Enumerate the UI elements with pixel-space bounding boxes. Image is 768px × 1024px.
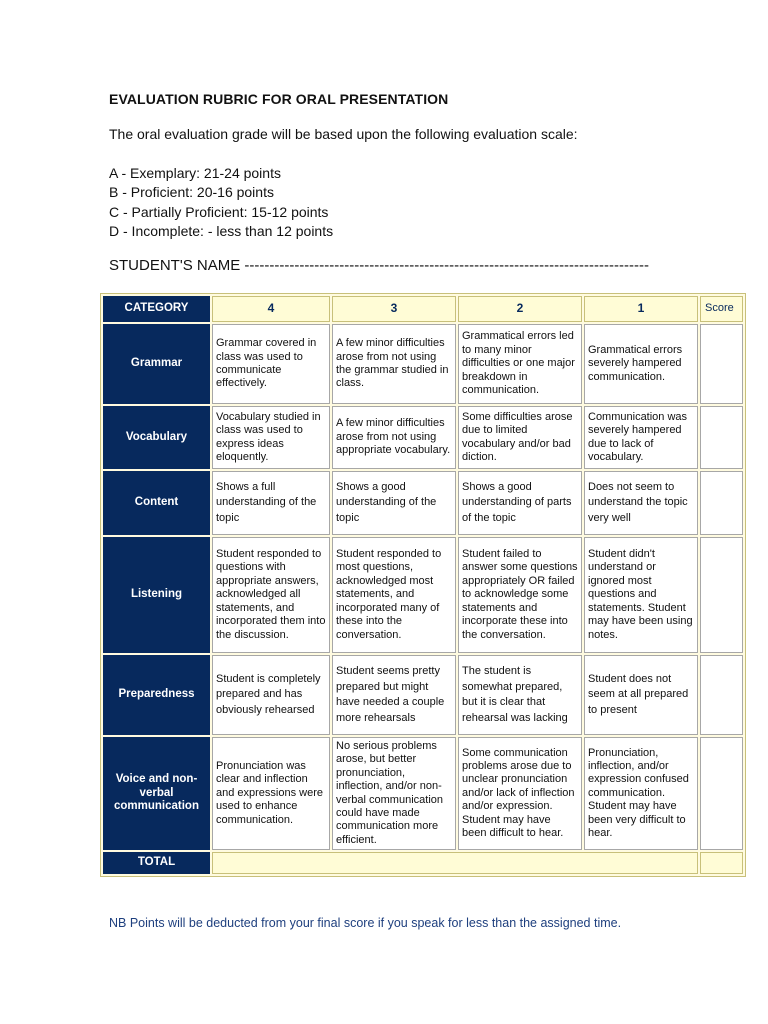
preparedness-level-3: Student seems pretty prepared but might have needed a couple more rehearsals: [332, 655, 456, 735]
header-score: Score: [700, 296, 743, 322]
listening-level-2: Student failed to answer some questions appropriately OR failed to acknowledge some statements and incorporate these into the conversation.: [458, 537, 582, 653]
preparedness-score-cell[interactable]: [700, 655, 743, 735]
student-name-line: STUDENT'S NAME ---------------------------------------------------------------------------------: [109, 257, 649, 274]
preparedness-level-4: Student is completely prepared and has obviously rehearsed: [212, 655, 330, 735]
preparedness-level-2: The student is somewhat prepared, but it is clear that rehearsal was lacking: [458, 655, 582, 735]
category-listening: Listening: [103, 537, 210, 653]
total-label: TOTAL: [103, 852, 210, 874]
listening-score-cell[interactable]: [700, 537, 743, 653]
content-level-4: Shows a full understanding of the topic: [212, 471, 330, 535]
category-vocabulary: Vocabulary: [103, 406, 210, 469]
row-voice-nonverbal: [103, 737, 743, 850]
listening-level-1: Student didn't understand or ignored most questions and statements. Student may have been using notes.: [584, 537, 698, 653]
voice-score-cell[interactable]: [700, 737, 743, 850]
vocabulary-score-cell[interactable]: [700, 406, 743, 469]
intro-text: The oral evaluation grade will be based upon the following evaluation scale:: [109, 126, 578, 142]
row-preparedness: [103, 655, 743, 735]
content-level-1: Does not seem to understand the topic very well: [584, 471, 698, 535]
total-row: [103, 852, 743, 874]
rubric-table: [100, 293, 746, 877]
row-vocabulary: [103, 406, 743, 469]
voice-level-3: No serious problems arose, but better pronunciation, inflection, and/or non-verbal communication could have made communication more efficient.: [332, 737, 456, 850]
listening-level-3: Student responded to most questions, acknowledged most statements, and incorporated many of these into the conversation.: [332, 537, 456, 653]
listening-level-4: Student responded to questions with appropriate answers, acknowledged all statements, and incorporated them into the discussion.: [212, 537, 330, 653]
row-grammar: [103, 324, 743, 404]
category-voice-nonverbal: Voice and non-verbal communication: [103, 737, 210, 850]
scale-item-b: B - Proficient: 20-16 points: [109, 184, 274, 201]
voice-level-4: Pronunciation was clear and inflection and expressions were used to enhance communication.: [212, 737, 330, 850]
header-level-3: 3: [332, 296, 456, 322]
row-content: [103, 471, 743, 535]
vocabulary-level-3: A few minor difficulties arose from not using appropriate vocabulary.: [332, 406, 456, 469]
total-score-cell[interactable]: [700, 852, 743, 874]
content-level-2: Shows a good understanding of parts of the topic: [458, 471, 582, 535]
category-content: Content: [103, 471, 210, 535]
header-category: CATEGORY: [103, 296, 210, 322]
voice-level-2: Some communication problems arose due to unclear pronunciation and/or lack of inflection and/or expression. Student may have been difficult to hear.: [458, 737, 582, 850]
category-preparedness: Preparedness: [103, 655, 210, 735]
grammar-level-3: A few minor difficulties arose from not using the grammar studied in class.: [332, 324, 456, 404]
grammar-score-cell[interactable]: [700, 324, 743, 404]
scale-item-d: D - Incomplete: - less than 12 points: [109, 222, 334, 239]
total-span-cell: [212, 852, 698, 874]
header-row: [103, 296, 743, 322]
content-level-3: Shows a good understanding of the topic: [332, 471, 456, 535]
vocabulary-level-4: Vocabulary studied in class was used to express ideas eloquently.: [212, 406, 330, 469]
grammar-level-4: Grammar covered in class was used to communicate effectively.: [212, 324, 330, 404]
grammar-level-2: Grammatical errors led to many minor difficulties or one major breakdown in communication.: [458, 324, 582, 404]
header-level-4: 4: [212, 296, 330, 322]
scale-item-c: C - Partially Proficient: 15-12 points: [109, 203, 329, 220]
grammar-level-1: Grammatical errors severely hampered communication.: [584, 324, 698, 404]
header-level-2: 2: [458, 296, 582, 322]
grading-scale: [109, 164, 333, 241]
vocabulary-level-1: Communication was severely hampered due to lack of vocabulary.: [584, 406, 698, 469]
scale-item-a: A - Exemplary: 21-24 points: [109, 165, 281, 181]
vocabulary-level-2: Some difficulties arose due to limited vocabulary and/or bad diction.: [458, 406, 582, 469]
page-title: EVALUATION RUBRIC FOR ORAL PRESENTATION: [109, 91, 449, 107]
voice-level-1: Pronunciation, inflection, and/or expression confused communication. Student may have been very difficult to hear.: [584, 737, 698, 850]
row-listening: [103, 537, 743, 653]
preparedness-level-1: Student does not seem at all prepared to present: [584, 655, 698, 735]
header-level-1: 1: [584, 296, 698, 322]
category-grammar: Grammar: [103, 324, 210, 404]
deduction-note: NB Points will be deducted from your final score if you speak for less than the assigned time.: [109, 916, 622, 930]
content-score-cell[interactable]: [700, 471, 743, 535]
